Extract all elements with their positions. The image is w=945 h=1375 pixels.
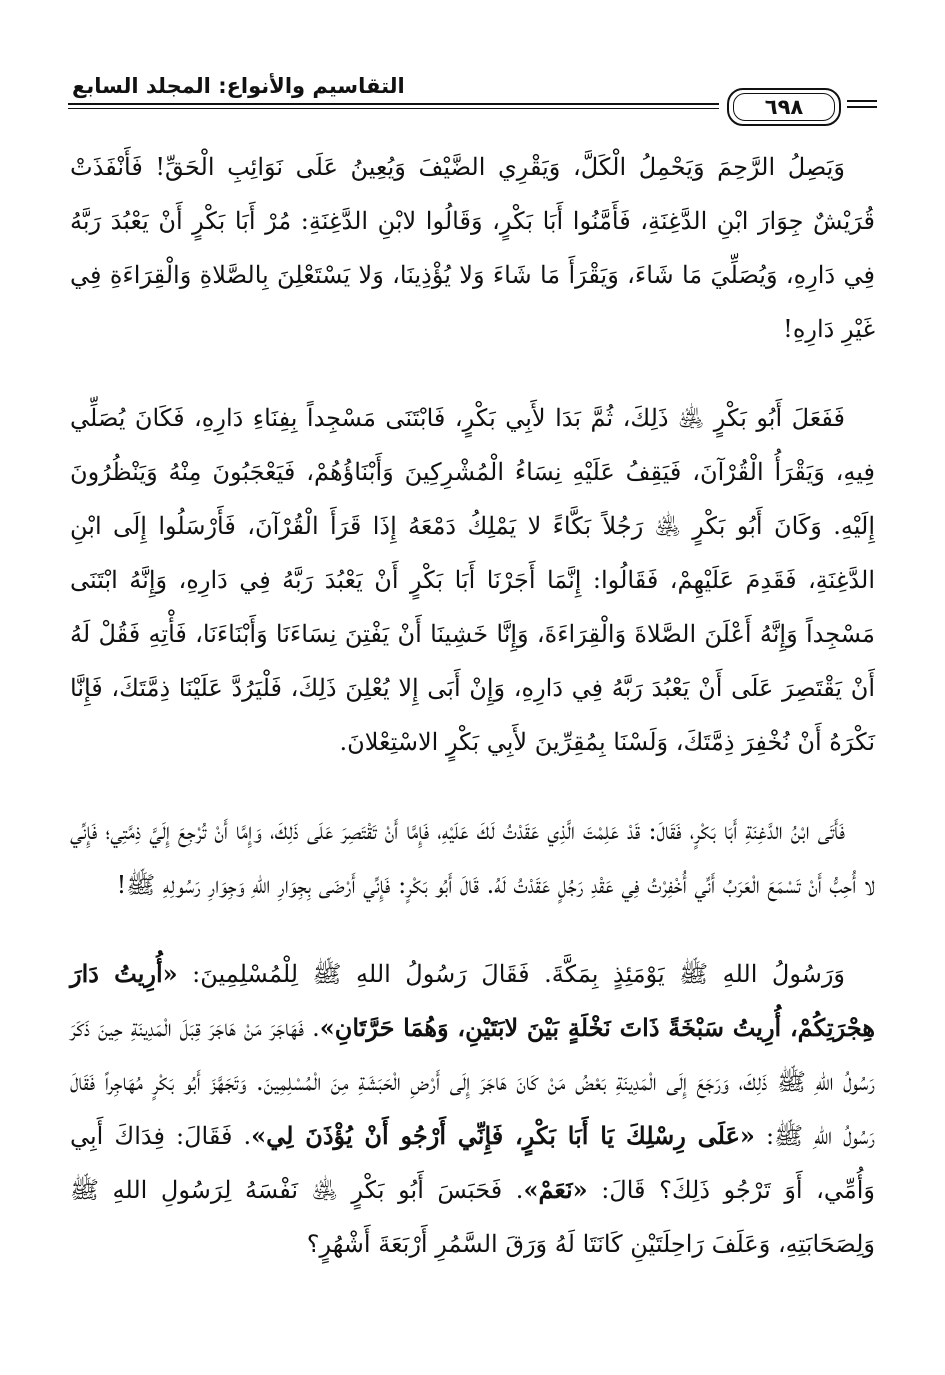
ornament-line: [847, 106, 877, 108]
page-number-frame: [727, 88, 841, 126]
page-header: [68, 70, 877, 120]
paragraph: وَيَصِلُ الرَّحِمَ وَيَحْمِلُ الْكَلَّ، وَيَقْرِي الضَّيْفَ وَيُعِينُ عَلَى نَوَائِبِ الْحَقِّ! فَأَنْفَذَتْ قُرَيْشٌ جِوَارَ ابْنِ الدَّغِنَةِ، فَأَمَّنُوا أَبَا بَكْرٍ، وَقَالُوا لابْنِ الدَّغِنَةِ: مُرْ أَبَا بَكْرٍ أَنْ يَعْبُدَ رَبَّهُ فِي دَارِهِ، وَيُصَلِّيَ مَا شَاءَ، وَيَقْرَأَ مَا شَاءَ وَلا يُؤْذِينَا، وَلا يَسْتَعْلِنَ بِالصَّلاةِ وَالْقِرَاءَةِ فِي غَيْرِ دَارِهِ!: [70, 153, 875, 343]
body-text: [70, 140, 875, 1306]
paragraph: فَأَتَى ابْنُ الدَّغِنَةِ أَبَا بَكْرٍ، فَقَالَ: قَدْ عَلِمْتَ الَّذِي عَقَدْتُ لَكَ عَلَيْهِ، فَإِمَّا أَنْ تَقْتَصِرَ عَلَى ذَلِكَ، وَإِمَّا أَنْ تُرْجِعَ إِلَيَّ ذِمَّتِي؛ فَإِنِّي لا أُحِبُّ أَنْ تَسْمَعَ الْعَرَبُ أَنِّي أُخْفِرْتُ فِي عَقْدِ رَجُلٍ عَقَدْتُ لَهُ. قَالَ أَبُو بَكْرٍ: فَإِنِّي أَرْضَى بِجِوَارِ اللهِ وَجِوَارِ رَسُولِهِ ﷺ!: [70, 817, 875, 899]
hadith-quote: «أُرِيتُ دَارَ هِجْرَتِكُمْ، أُرِيتُ سَبْخَةً ذَاتَ نَخْلَةٍ بَيْنَ لابَتَيْنِ، وَهُمَا حَرَّتَانِ»: [70, 959, 875, 1042]
header-rule: [68, 103, 719, 105]
paragraph: [70, 947, 875, 1271]
paragraph-text: . فَحَبَسَ أَبُو بَكْرٍ ﵁ نَفْسَهُ لِرَسُولِ اللهِ ﷺ وَلِصَحَابَتِهِ، وَعَلَفَ رَاحِلَتَيْنِ كَانَتَا لَهُ وَرَقَ السَّمُرِ أَرْبَعَةَ أَشْهُرٍ؟: [70, 1176, 875, 1258]
page-number: ٦٩٨: [733, 93, 835, 121]
hadith-quote: «نَعَمْ»: [523, 1175, 588, 1204]
paragraph: فَفَعَلَ أَبُو بَكْرٍ ﵁ ذَلِكَ، ثُمَّ بَدَا لأَبِي بَكْرٍ، فَابْتَنَى مَسْجِداً بِفِنَاءِ دَارِهِ، فَكَانَ يُصَلِّي فِيهِ، وَيَقْرَأُ الْقُرْآنَ، فَيَقِفُ عَلَيْهِ نِسَاءُ الْمُشْرِكِينَ وَأَبْنَاؤُهُمْ، فَيَعْجَبُونَ مِنْهُ وَيَنْظُرُونَ إِلَيْهِ. وَكَانَ أَبُو بَكْرٍ ﵁ رَجُلاً بَكَّاءً لا يَمْلِكُ دَمْعَهُ إِذَا قَرَأَ الْقُرْآنَ، فَأَرْسَلُوا إِلَى ابْنِ الدَّغِنَةِ، فَقَدِمَ عَلَيْهِمْ، فَقَالُوا: إِنَّمَا أَجَرْنَا أَبَا بَكْرٍ أَنْ يَعْبُدَ رَبَّهُ فِي دَارِهِ، وَإِنَّهُ ابْتَنَى مَسْجِداً وَإِنَّهُ أَعْلَنَ الصَّلاةَ وَالْقِرَاءَةَ، وَإِنَّا خَشِينَا أَنْ يَفْتِنَ نِسَاءَنَا وَأَبْنَاءَنَا، فَأْتِهِ فَقُلْ لَهُ أَنْ يَقْتَصِرَ عَلَى أَنْ يَعْبُدَ رَبَّهُ فِي دَارِهِ، وَإِنْ أَبَى إِلا يُعْلِنَ ذَلِكَ، فَلْيَرُدَّ عَلَيْنَا ذِمَّتَكَ، فَإِنَّا نَكْرَهُ أَنْ نُخْفِرَ ذِمَّتَكَ، وَلَسْنَا بِمُقِرِّينَ لأَبِي بَكْرٍ الاسْتِعْلانَ.: [70, 404, 875, 756]
paragraph-text: . فَقَالَ: فِدَاكَ أَبِي وَأُمِّي، أَوَ تَرْجُو ذَلِكَ؟ قَالَ:: [70, 1122, 875, 1204]
paragraph-text: وَرَسُولُ اللهِ ﷺ يَوْمَئِذٍ بِمَكَّةَ. فَقَالَ رَسُولُ اللهِ ﷺ لِلْمُسْلِمِينَ:: [177, 960, 846, 988]
header-rule-thin: [68, 108, 719, 109]
running-title: التقاسيم والأنواع: المجلد السابع: [72, 74, 405, 98]
paragraph-text: . فَهَاجَرَ مَنْ هَاجَرَ قِبَلَ الْمَدِينَةِ حِينَ ذَكَرَ رَسُولُ اللهِ ﷺ ذَلِكَ، وَرَجَعَ إِلَى الْمَدِينَةِ بَعْضُ مَنْ كَانَ هَاجَرَ إِلَى أَرْضِ الْحَبَشَةِ مِنَ الْمُسْلِمِينَ. وَتَجَهَّزَ أَبُو بَكْرٍ مُهَاجِراً فَقَالَ رَسُولُ اللهِ ﷺ:: [70, 1014, 876, 1150]
header-ornament-rules: [847, 100, 877, 112]
ornament-line: [847, 100, 877, 102]
hadith-quote: «عَلَى رِسْلِكَ يَا أَبَا بَكْرٍ، فَإِنِّي أَرْجُو أَنْ يُؤْذَنَ لِي»: [251, 1121, 755, 1150]
